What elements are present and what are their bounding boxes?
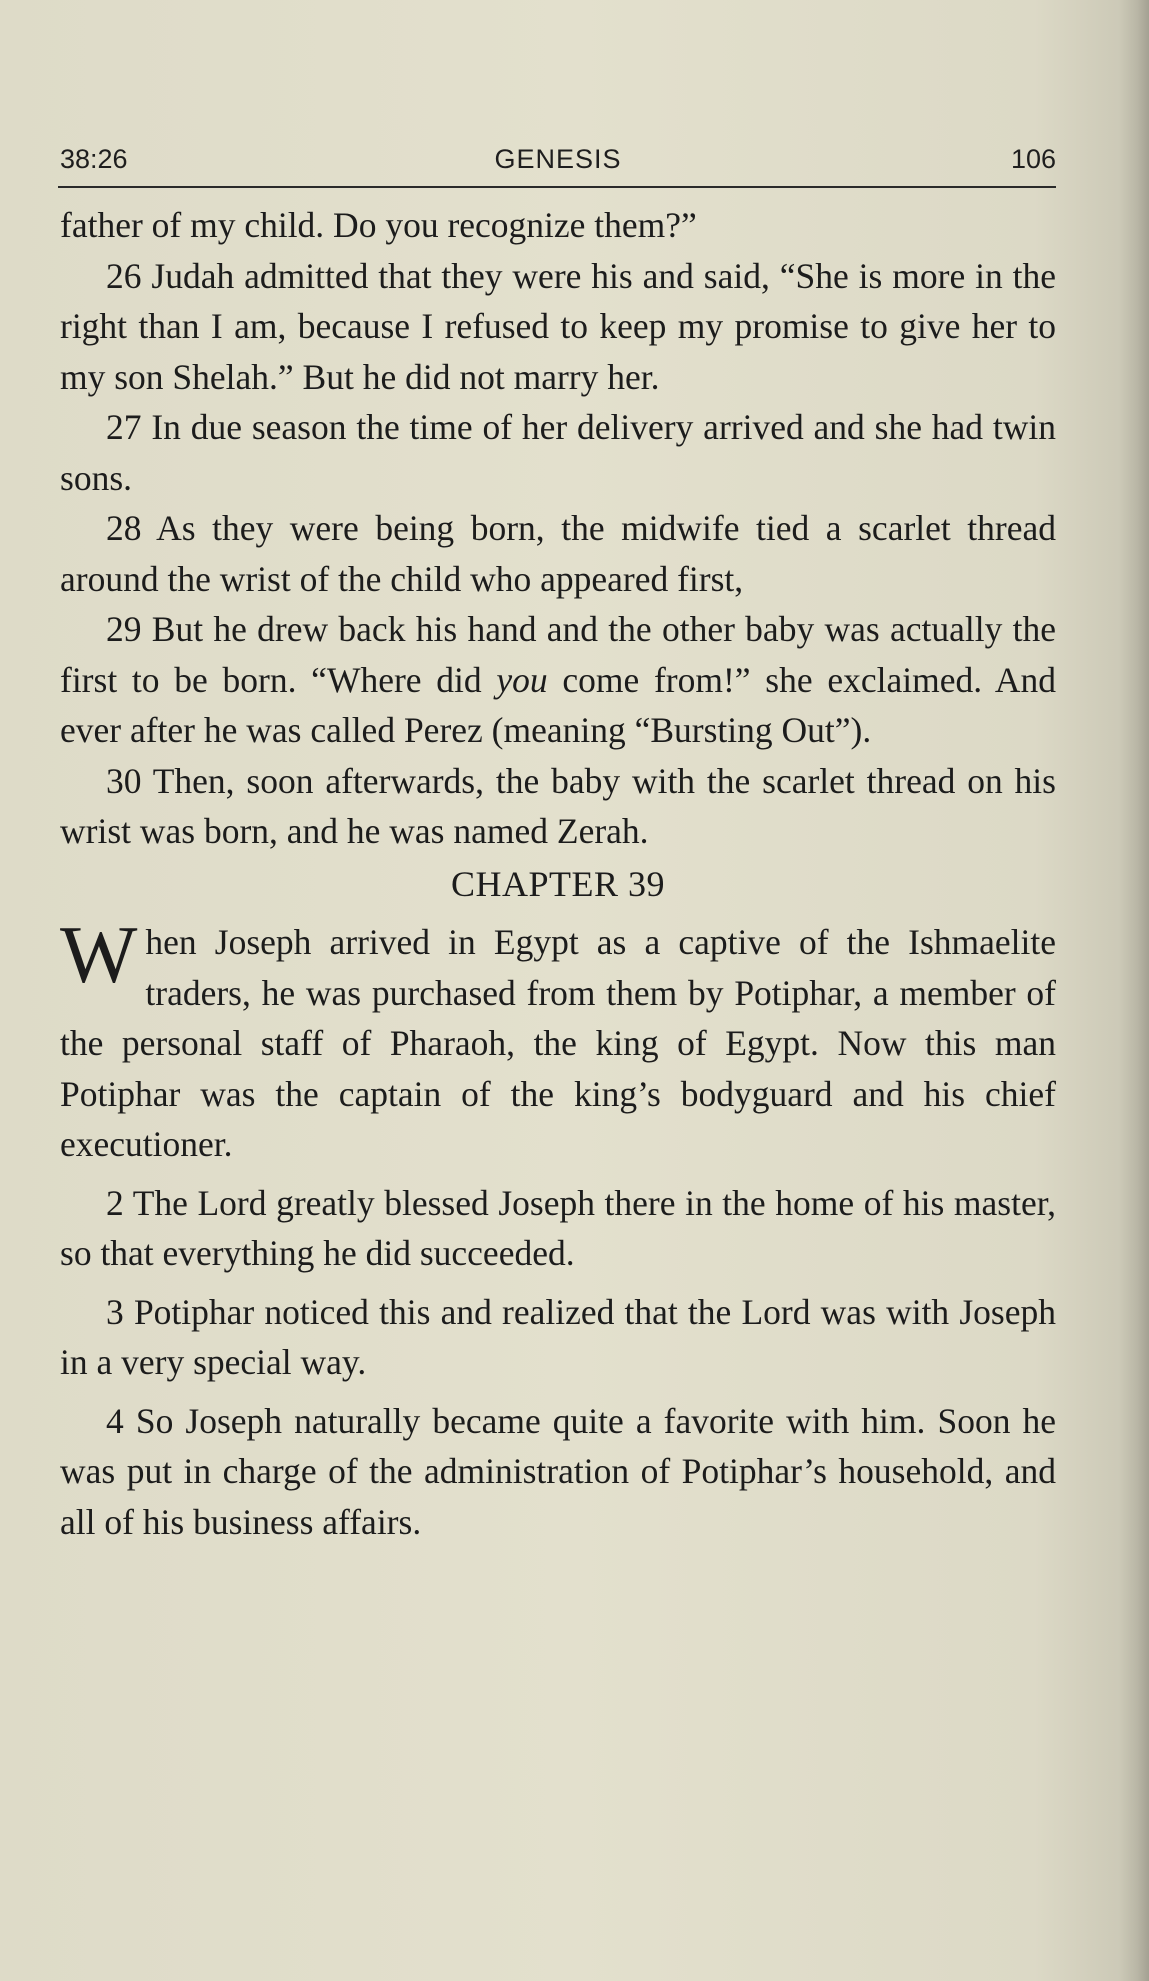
chapter-39-verse-3 — [60, 1287, 1056, 1388]
verse-29 — [60, 604, 1056, 756]
verse-number: 26 — [106, 255, 142, 296]
verse-text: come from!” she exclaimed. And ever after he was called Perez (meaning “Bursting Out”). — [60, 659, 1057, 750]
verse-number: 29 — [106, 609, 142, 649]
drop-cap: W — [60, 909, 138, 1000]
book-title: GENESIS — [494, 144, 622, 174]
verse-number: 3 — [106, 1291, 124, 1332]
running-header — [60, 144, 1056, 184]
verse-number: 4 — [106, 1400, 124, 1441]
page-number: 106 — [1010, 144, 1056, 174]
paragraph-gap — [60, 1388, 1056, 1396]
paragraph-gap — [60, 1279, 1056, 1287]
verse-text: hen Joseph arrived in Egypt as a captive of the Ishmaelite traders, he was purchased from them by Potiphar, a member of the personal staff of Pharaoh, the king of Egypt. Now this man Potiphar was the captain of the king’s bodyguard and his chief executioner. — [60, 922, 1056, 1164]
paragraph-continuation: father of my child. Do you recognize them?” — [60, 205, 697, 245]
verse-text: As they were being born, the midwife tied a scarlet thread around the wrist of the child who appeared first, — [60, 508, 1057, 599]
verse-text: Judah admitted that they were his and said, “She is more in the right than I am, because I refused to keep my promise to give her to my son Shelah.” But he did not marry her. — [60, 255, 1056, 397]
emphasis: you — [496, 659, 548, 700]
verse-27 — [60, 402, 1056, 503]
verse-number: 28 — [106, 508, 142, 548]
chapter-39-verse-1 — [60, 909, 1056, 1170]
verse-number: 2 — [106, 1182, 124, 1223]
verse-text: Then, soon afterwards, the baby with the scarlet thread on his wrist was born, and he was named Zerah. — [60, 760, 1056, 851]
verse-26 — [60, 251, 1056, 403]
chapter-verse-reference: 38:26 — [60, 144, 128, 174]
verse-number: 30 — [106, 760, 142, 801]
verse-number: 27 — [106, 407, 142, 447]
verse-text: Potiphar noticed this and realized that the Lord was with Joseph in a very special way. — [60, 1291, 1056, 1382]
paragraph-gap — [60, 1170, 1056, 1178]
verse-text: So Joseph naturally became quite a favorite with him. Soon he was put in charge of the administration of Potiphar’s household, and all of his business affairs. — [60, 1400, 1057, 1542]
page-edge-shadow — [1119, 0, 1149, 1981]
verse-30 — [60, 756, 1056, 857]
chapter-39-verse-4 — [60, 1396, 1056, 1548]
verse-28 — [60, 503, 1056, 604]
chapter-39-verse-2 — [60, 1178, 1056, 1279]
body-text — [60, 200, 1056, 1547]
verse-text: The Lord greatly blessed Joseph there in the home of his master, so that everything he did succeeded. — [60, 1182, 1056, 1273]
verse-text: But he drew back his hand and the other baby was actually the first to be born. “Where did — [60, 609, 1056, 700]
header-rule — [58, 186, 1056, 188]
verse-text: In due season the time of her delivery arrived and she had twin sons. — [60, 407, 1056, 498]
chapter-heading: CHAPTER 39 — [450, 863, 666, 904]
